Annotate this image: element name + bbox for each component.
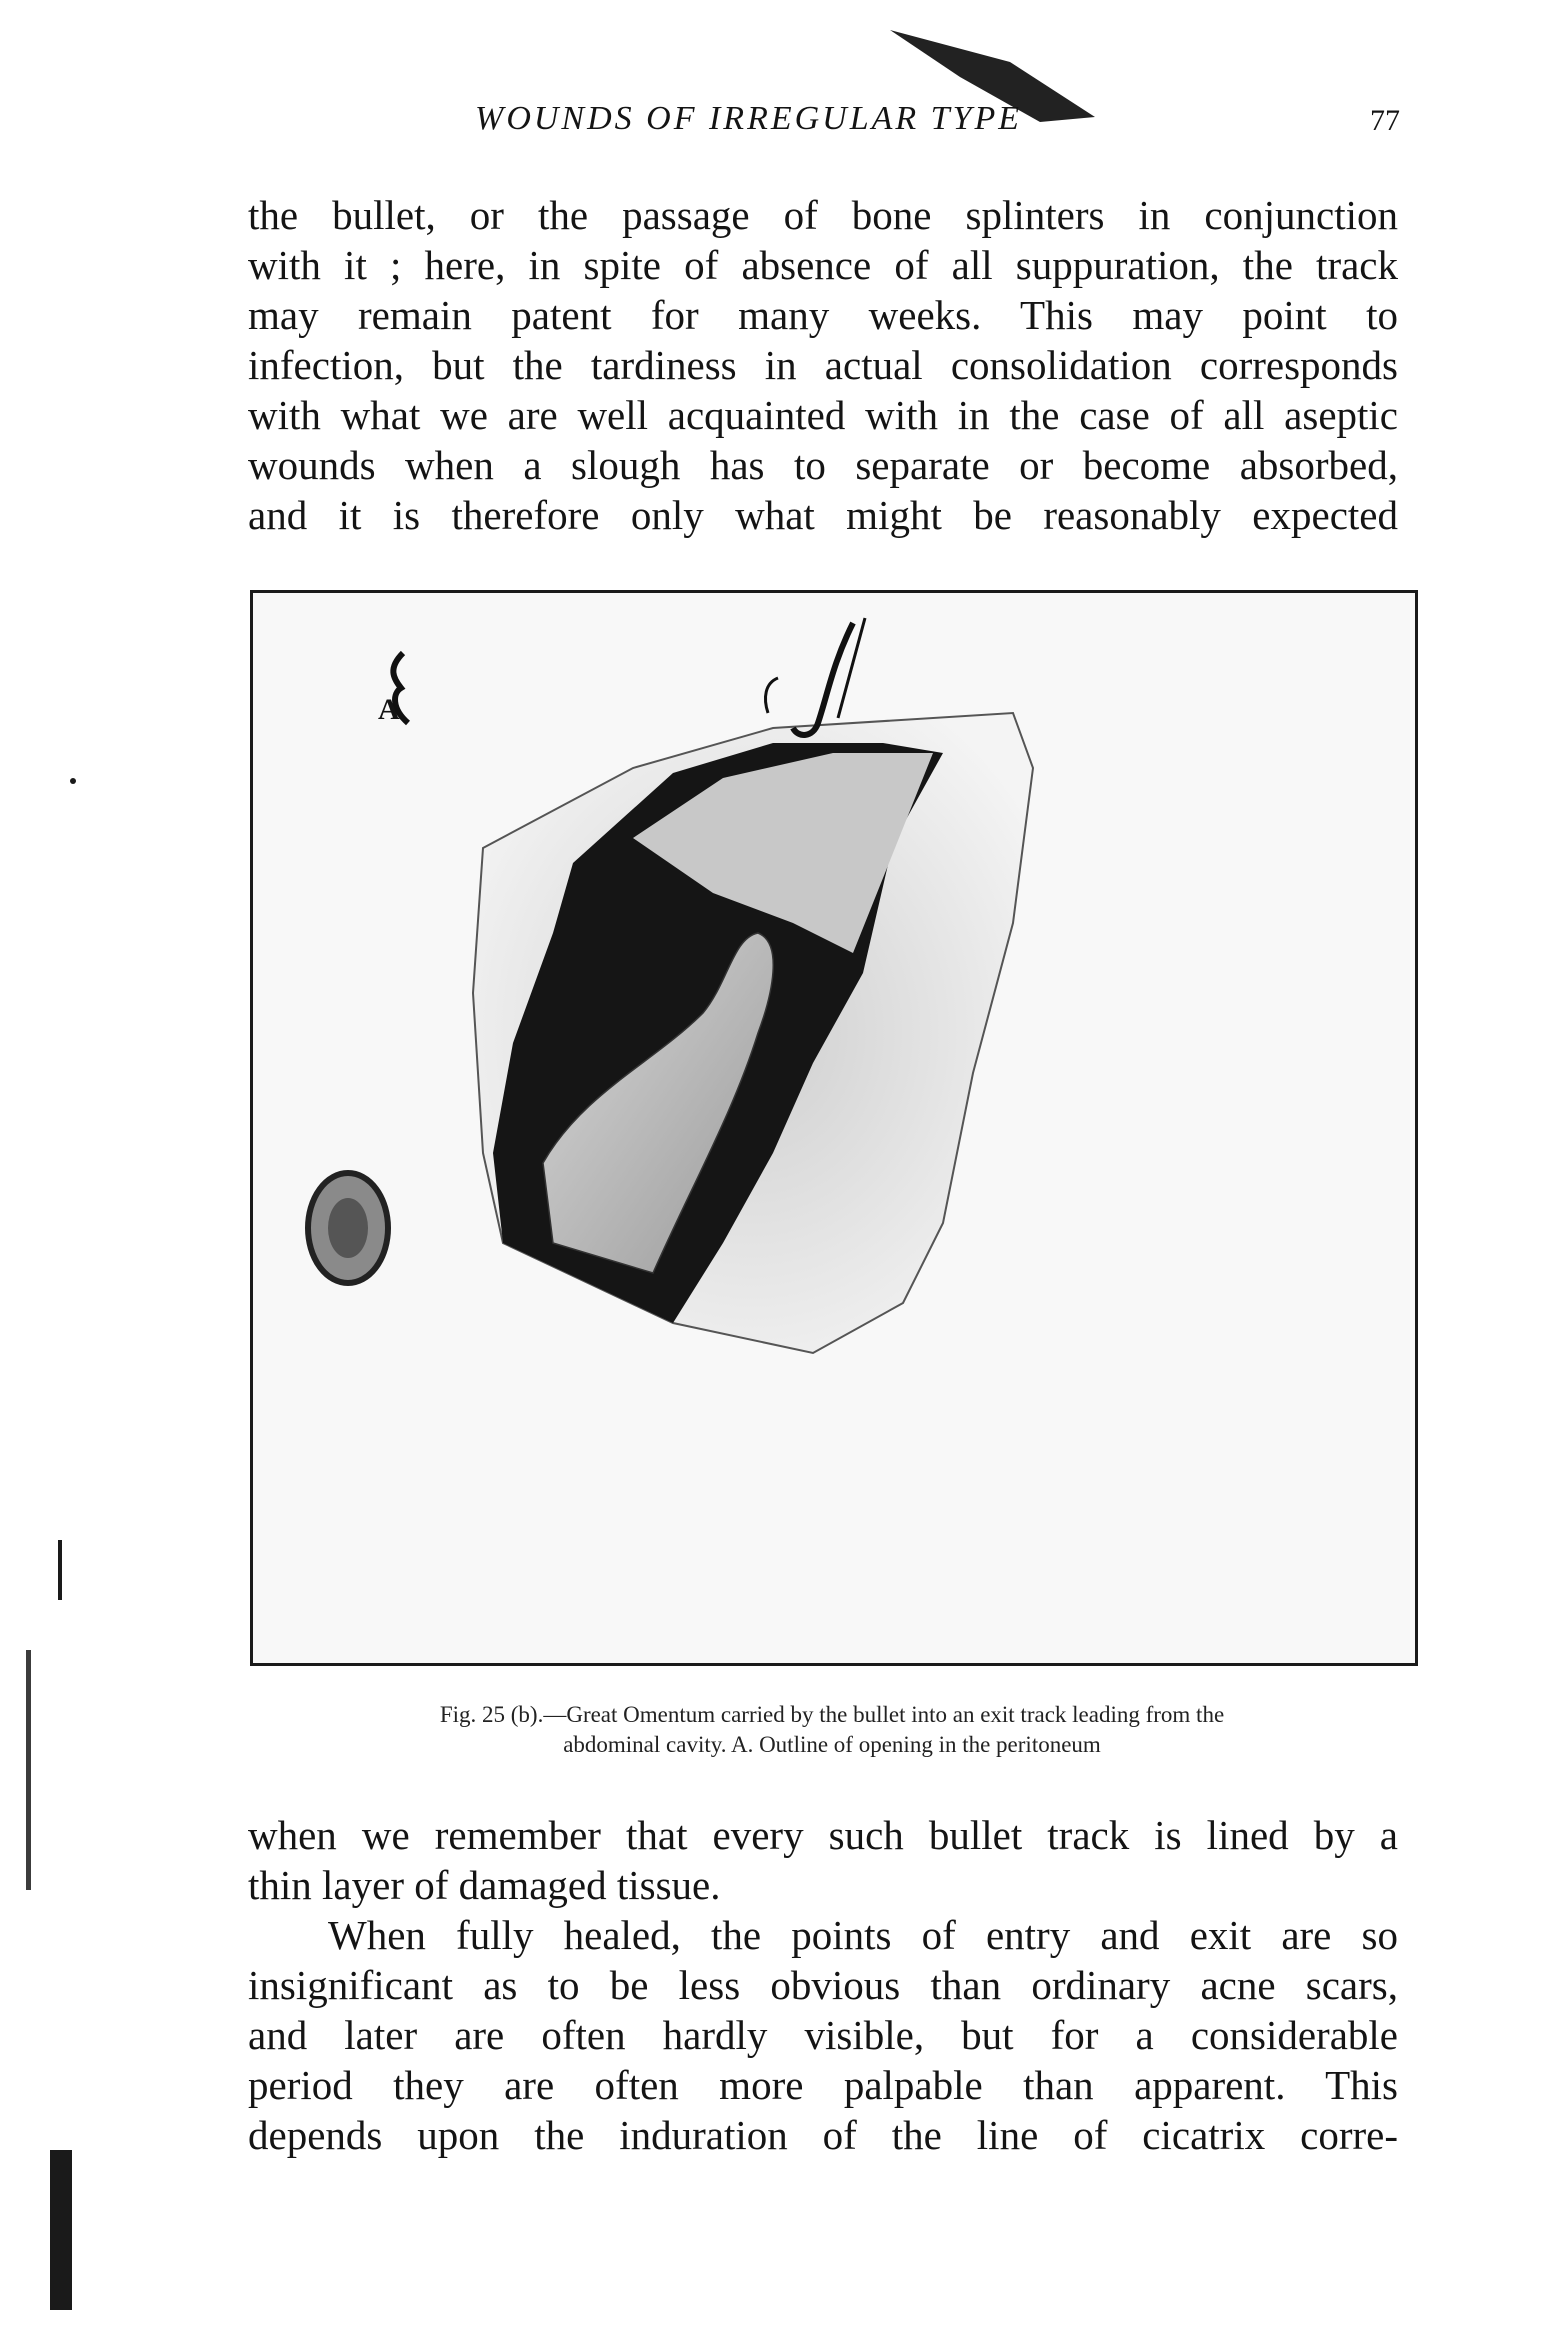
- page-header: [250, 100, 1400, 160]
- scan-edge-mark: [50, 2150, 72, 2310]
- text-line: thin layer of damaged tissue.: [248, 1862, 721, 1908]
- text-line: may remain patent for many weeks. This may point to: [248, 292, 1398, 338]
- text-line: with it ; here, in spite of absence of all suppuration, the track: [248, 242, 1398, 288]
- caption-line: Fig. 25 (b).—Great Omentum carried by the bullet into an exit track leading from the: [439, 1702, 1225, 1727]
- text-line: with what we are well acquainted with in the case of all aseptic: [248, 392, 1398, 438]
- text-line: insignificant as to be less obvious than ordinary acne scars,: [248, 1962, 1398, 2008]
- caption-line: abdominal cavity. A. Outline of opening in the peritoneum: [563, 1732, 1101, 1757]
- paragraph-bottom: [248, 1810, 1398, 2160]
- text-line: infection, but the tardiness in actual consolidation corresponds: [248, 342, 1398, 388]
- illustration-drawing: [253, 593, 1415, 1663]
- paragraph-top: [248, 190, 1398, 540]
- text-line: and it is therefore only what might be reasonably expected: [248, 492, 1398, 538]
- running-head: WOUNDS OF IRREGULAR TYPE: [475, 100, 1023, 137]
- scan-edge-mark: [26, 1650, 31, 1890]
- text-line: wounds when a slough has to separate or become absorbed,: [248, 442, 1398, 488]
- text-line: when we remember that every such bullet track is lined by a: [248, 1812, 1398, 1858]
- text-line: and later are often hardly visible, but for a considerable: [248, 2012, 1398, 2058]
- anatomical-illustration: [250, 590, 1418, 1666]
- scan-edge-mark: [70, 778, 76, 784]
- page-number: 77: [1370, 104, 1400, 137]
- figure-label-a: A: [378, 693, 400, 726]
- text-line: When fully healed, the points of entry and exit are so: [328, 1912, 1398, 1958]
- text-line: depends upon the induration of the line of cicatrix corre-: [248, 2112, 1398, 2158]
- text-line: the bullet, or the passage of bone splinters in conjunction: [248, 192, 1398, 238]
- scan-edge-mark: [58, 1540, 62, 1600]
- text-line: period they are often more palpable than apparent. This: [248, 2062, 1398, 2108]
- figure-caption: [250, 1700, 1414, 1760]
